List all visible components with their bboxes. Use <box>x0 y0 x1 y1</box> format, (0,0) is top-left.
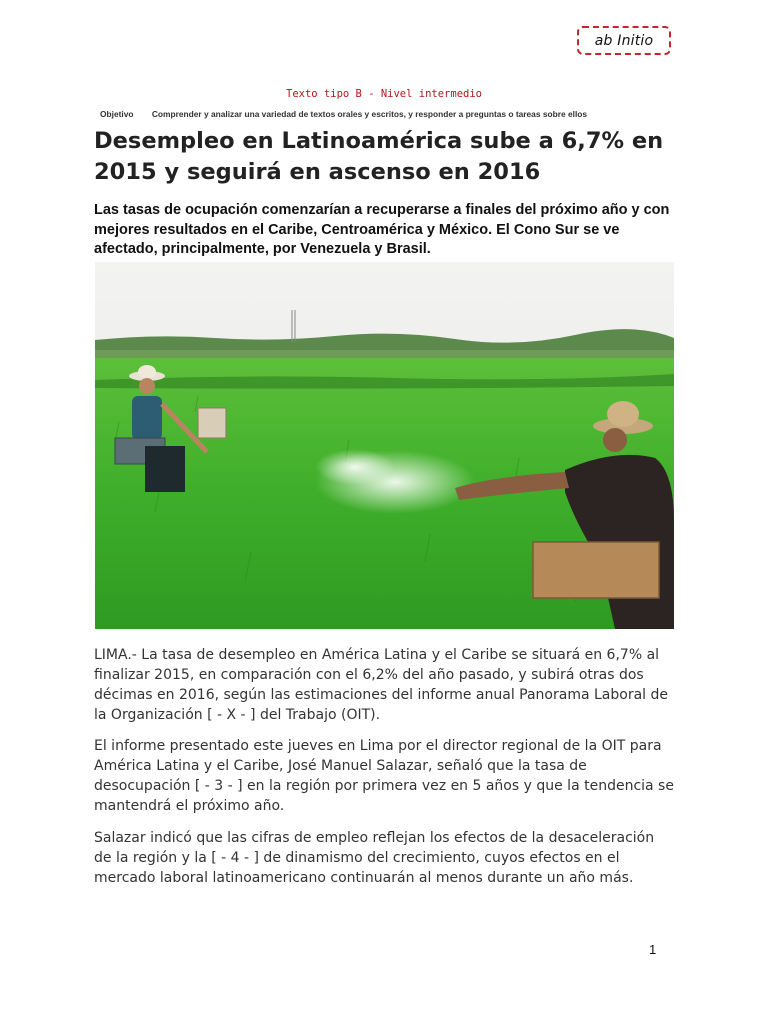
article-headline: Desempleo en Latinoamérica sube a 6,7% en 2015 y seguirá en ascenso en 2016 <box>94 128 664 185</box>
article-paragraph: El informe presentado este jueves en Lima por el director regional de la OIT para América Latina y el Caribe, José Manuel Salazar, señaló que la tasa de desocupación [ - 3 - ] en la región por primera vez en 5 años y que la tendencia se mantendrá el próximo año. <box>94 738 674 814</box>
article-subhead: Las tasas de ocupación comenzarían a recuperarse a finales del próximo año y con mejores resultados en el Caribe, Centroamérica y México. El Cono Sur se ve afectado, principalmente, por Venezuela y Brasil. <box>94 202 670 257</box>
badge-label: ab Initio <box>594 32 654 49</box>
page-number: 1 <box>649 942 657 957</box>
rice-field-photo <box>95 262 674 629</box>
text-type-label: Texto tipo B - Nivel intermedio <box>286 88 482 100</box>
objective-label: Objetivo <box>100 109 134 119</box>
ab-initio-badge <box>577 26 671 55</box>
objective-line <box>100 109 587 119</box>
objective-text: Comprender y analizar una variedad de textos orales y escritos, y responder a preguntas o tareas sobre ellos <box>151 109 588 119</box>
article-paragraph: Salazar indicó que las cifras de empleo reflejan los efectos de la desaceleración de la región y la [ - 4 - ] de dinamismo del crecimiento, cuyos efectos en el mercado laboral latinoamericano continuarán al menos durante un año más. <box>94 830 655 886</box>
article-paragraph: LIMA.- La tasa de desempleo en América Latina y el Caribe se situará en 6,7% al finalizar 2015, en comparación con el 6,2% del año pasado, y subirá otras dos décimas en 2016, según las estimaciones del informe anual Panorama Laboral de la Organización [ - X - ] del Trabajo (OIT). <box>94 647 668 723</box>
